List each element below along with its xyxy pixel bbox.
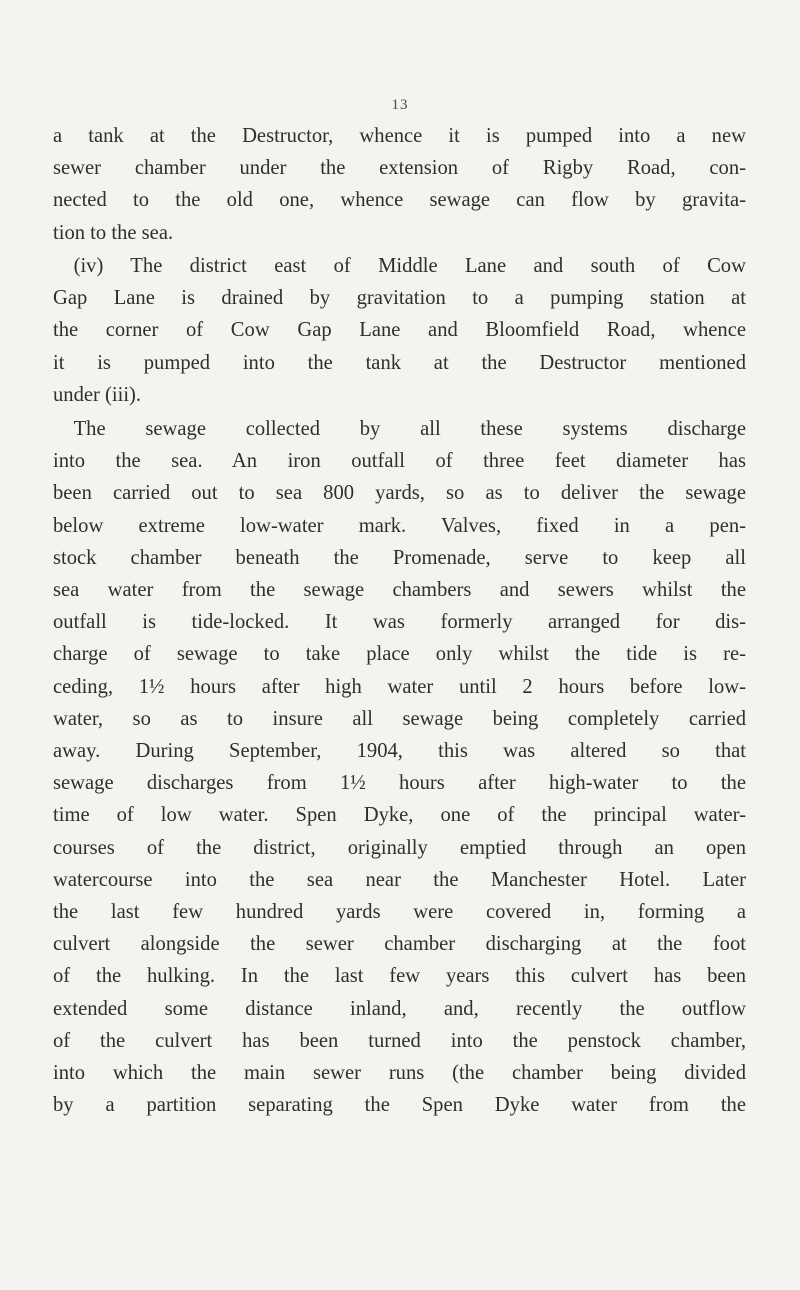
text-line: the corner of Cow Gap Lane and Bloomfield Road, whence — [53, 319, 746, 342]
text-line: a tank at the Destructor, whence it is pumped into a new — [53, 125, 746, 147]
text-line: Gap Lane is drained by gravitation to a pumping station at — [53, 287, 746, 310]
text-line: been carried out to sea 800 yards, so as to deliver the sewage — [53, 482, 746, 505]
text-line: sewer chamber under the extension of Rigby Road, con- — [53, 157, 746, 180]
text-line: courses of the district, originally emptied through an open — [53, 836, 746, 859]
text-line: under (iii). — [53, 383, 142, 406]
text-line: sea water from the sewage chambers and sewers whilst the — [53, 579, 746, 602]
text-line: tion to the sea. — [53, 221, 174, 244]
text-line: stock chamber beneath the Promenade, serve to keep all — [53, 546, 746, 569]
text-line: outfall is tide-locked. It was formerly arranged for dis- — [53, 611, 746, 634]
text-line: the last few hundred yards were covered in, forming a — [53, 901, 746, 924]
paragraph-3-text — [53, 413, 746, 1121]
text-line: into which the main sewer runs (the chamber being divided — [53, 1062, 746, 1085]
text-line: The sewage collected by all these systems discharge — [73, 418, 746, 440]
paragraph-2-text — [53, 250, 746, 411]
text-line: watercourse into the sea near the Manchester Hotel. Later — [53, 868, 746, 891]
text-line: ceding, 1½ hours after high water until 2 hours before low- — [53, 675, 746, 698]
paragraph-2 — [53, 250, 746, 411]
text-line: nected to the old one, whence sewage can flow by gravita- — [53, 189, 746, 212]
text-line: below extreme low-water mark. Valves, fixed in a pen- — [53, 514, 746, 537]
text-line: time of low water. Spen Dyke, one of the principal water- — [53, 804, 746, 827]
text-line: culvert alongside the sewer chamber discharging at the foot — [53, 933, 746, 956]
text-line: water, so as to insure all sewage being completely carried — [53, 707, 746, 730]
page-number: 13 — [391, 97, 409, 113]
text-line: it is pumped into the tank at the Destructor mentioned — [53, 351, 746, 374]
text-line: of the culvert has been turned into the penstock chamber, — [53, 1029, 746, 1052]
text-line: into the sea. An iron outfall of three feet diameter has — [53, 450, 746, 473]
text-line: extended some distance inland, and, recently the outflow — [53, 997, 746, 1020]
paragraph-1 — [53, 120, 746, 249]
paragraph-1-text — [53, 120, 746, 249]
text-line: charge of sewage to take place only whilst the tide is re- — [53, 643, 746, 666]
text-line: of the hulking. In the last few years this culvert has been — [53, 965, 746, 988]
text-line: sewage discharges from 1½ hours after high-water to the — [53, 772, 746, 795]
text-line: by a partition separating the Spen Dyke water from the — [53, 1094, 746, 1117]
text-line: away. During September, 1904, this was altered so that — [53, 740, 746, 763]
paragraph-3 — [53, 413, 746, 1121]
text-line: (iv) The district east of Middle Lane and south of Cow — [73, 255, 746, 277]
